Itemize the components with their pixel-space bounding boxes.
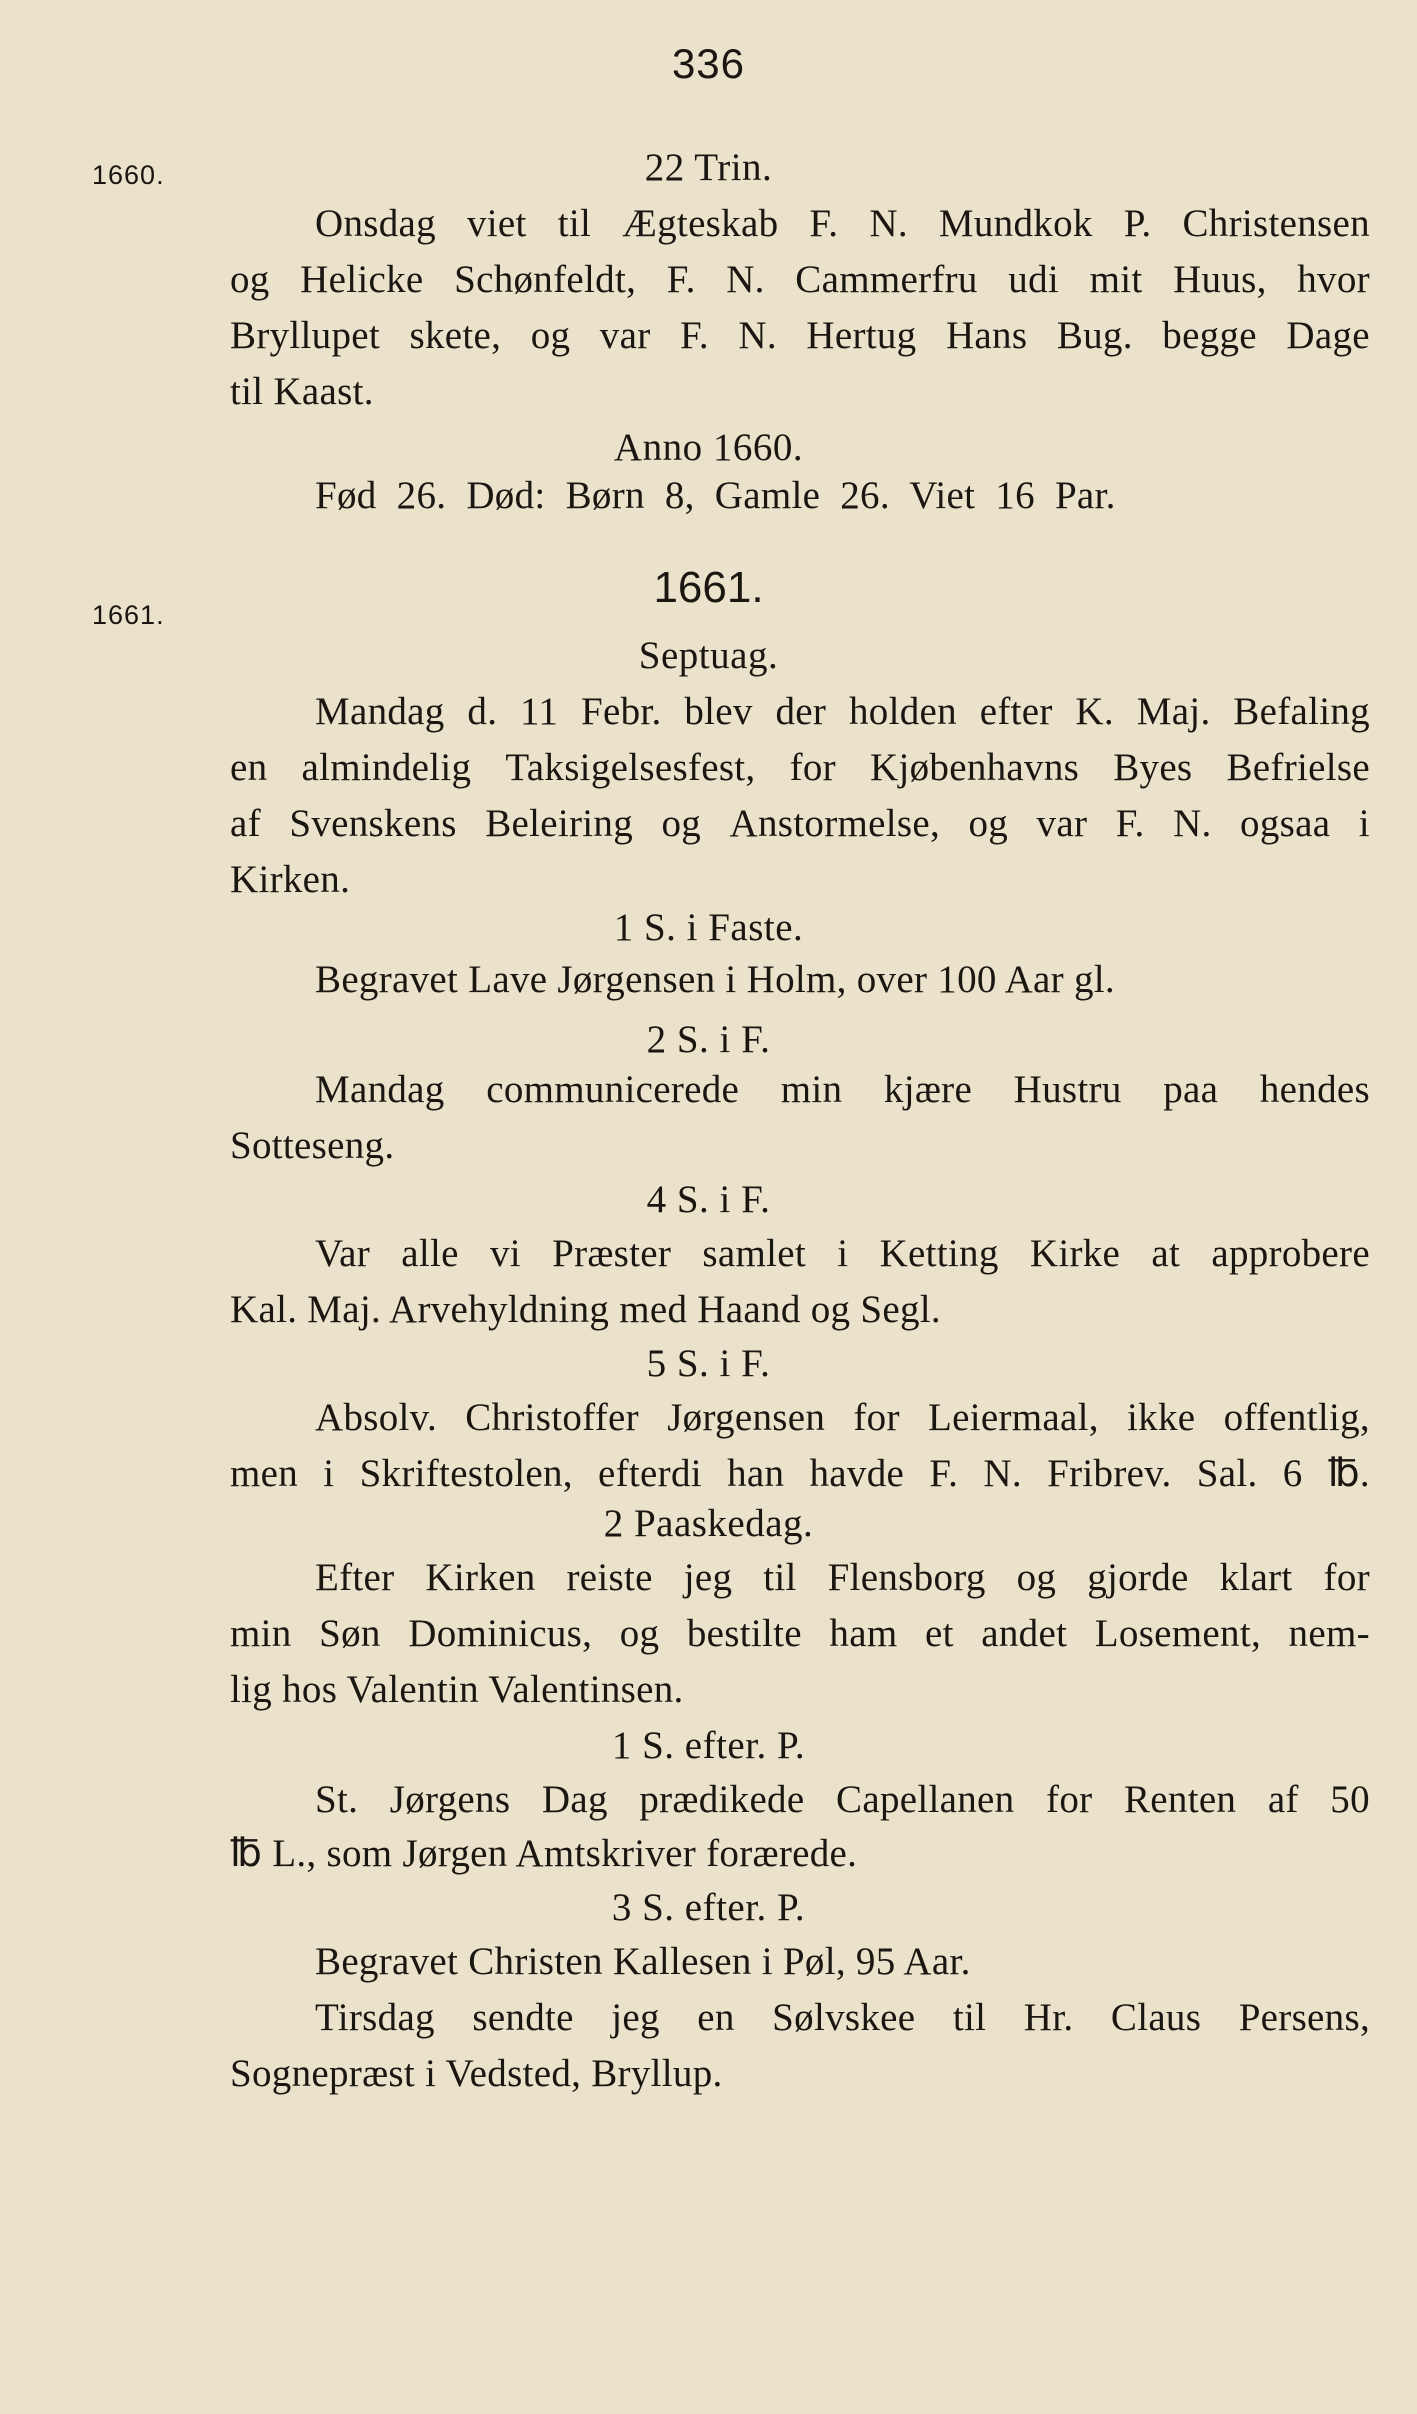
word: Ægteskab (622, 202, 779, 245)
word: efter (979, 690, 1053, 733)
word: og (530, 314, 571, 357)
word: Hr. (1023, 1996, 1074, 2039)
word: Persens, (1238, 1996, 1370, 2039)
word: St. (315, 1778, 359, 1821)
word: K. (1075, 690, 1114, 733)
text-line (315, 1990, 1370, 2046)
text-line (315, 1226, 1370, 1282)
word: men (230, 1452, 299, 1495)
word: Absolv. (315, 1396, 437, 1439)
heading-2-s-i-f: 2 S. i F. (646, 1018, 771, 1061)
text-line: Kal. Maj. Arvehyldning med Haand og Segl. (230, 1288, 941, 1331)
word: i (323, 1452, 335, 1495)
word: var (599, 314, 651, 357)
word: Jørgens (389, 1778, 511, 1821)
word: F. (679, 314, 709, 357)
heading-5-s-i-f: 5 S. i F. (646, 1342, 771, 1385)
word: approbere (1211, 1232, 1370, 1275)
heading-1-s-i-faste: 1 S. i Faste. (613, 906, 804, 949)
text-line (315, 1390, 1370, 1446)
margin-year-1660: 1660. (92, 160, 165, 190)
word: Hans (945, 314, 1028, 357)
word: Capellanen (836, 1778, 1015, 1821)
word: Flensborg (827, 1556, 986, 1599)
heading-2-paaskedag: 2 Paaskedag. (603, 1502, 814, 1545)
word: Befrielse (1226, 746, 1370, 789)
word: Hertug (806, 314, 917, 357)
word: at (1151, 1232, 1181, 1275)
word: Febr. (580, 690, 662, 733)
word: en (230, 746, 268, 789)
word: paa (1163, 1068, 1219, 1111)
heading-4-s-i-f: 4 S. i F. (646, 1178, 771, 1221)
word: Kjøbenhavns (870, 746, 1080, 789)
word: skete, (409, 314, 502, 357)
text-line (230, 252, 1370, 308)
word: nem- (1288, 1612, 1370, 1655)
word: Bryllupet (230, 314, 381, 357)
word: 50 (1330, 1778, 1370, 1821)
text-line: Begravet Lave Jørgensen i Holm, over 100 Aar gl. (315, 958, 1115, 1001)
word: efterdi (598, 1452, 702, 1495)
word: ogsaa (1240, 802, 1331, 845)
text-line (315, 196, 1370, 252)
word: hendes (1259, 1068, 1370, 1111)
word: for (1323, 1556, 1370, 1599)
word: F. (929, 1452, 959, 1495)
word: gjorde (1087, 1556, 1189, 1599)
text-line (315, 684, 1370, 740)
word: og (619, 1612, 660, 1655)
word: bestilte (686, 1612, 802, 1655)
word: min (230, 1612, 292, 1655)
word: N. (869, 202, 908, 245)
word: Anstormelse, (729, 802, 941, 845)
word: mit (1089, 258, 1143, 301)
word: Onsdag (315, 202, 436, 245)
word: offentlig, (1223, 1396, 1370, 1439)
word: jeg (683, 1556, 733, 1599)
text-line (230, 308, 1370, 364)
word: kjære (883, 1068, 973, 1111)
word: Befaling (1233, 690, 1370, 733)
word: af (230, 802, 261, 845)
word: i (1358, 802, 1370, 845)
word: Var (315, 1232, 371, 1275)
heading-anno-1660: Anno 1660. (613, 426, 804, 469)
word: han (727, 1452, 785, 1495)
word: ham (829, 1612, 898, 1655)
word: F. (1115, 802, 1145, 845)
word: og (1016, 1556, 1057, 1599)
word: 6 (1282, 1452, 1303, 1495)
text-line: Kirken. (230, 858, 351, 901)
word: i (837, 1232, 849, 1275)
word: Sølvskee (772, 1996, 916, 2039)
word: Bug. (1056, 314, 1133, 357)
word: Søn (319, 1612, 381, 1655)
page-number: 336 (671, 40, 746, 87)
word: Fribrev. (1047, 1452, 1172, 1495)
word: Taksigelsesfest, (505, 746, 756, 789)
word: communicerede (486, 1068, 740, 1111)
word: begge (1162, 314, 1257, 357)
word: for (789, 746, 836, 789)
word: af (1267, 1778, 1299, 1821)
word: sendte (472, 1996, 574, 2039)
heading-septuag: Septuag. (638, 634, 779, 677)
word: vi (489, 1232, 521, 1275)
word: Cammerfru (795, 258, 978, 301)
word: Losement, (1094, 1612, 1262, 1655)
word: Kirken (425, 1556, 536, 1599)
word: Svenskens (289, 802, 457, 845)
word: holden (848, 690, 957, 733)
word: Efter (315, 1556, 395, 1599)
text-line (315, 1772, 1370, 1828)
word: N. (983, 1452, 1022, 1495)
word: og (230, 258, 270, 301)
heading-3-s-efter-p: 3 S. efter. P. (611, 1886, 806, 1929)
word: Præster (552, 1232, 672, 1275)
word: Leiermaal, (928, 1396, 1099, 1439)
word: Kirke (1029, 1232, 1121, 1275)
text-line (230, 1446, 1370, 1502)
word: Claus (1110, 1996, 1202, 2039)
word: min (780, 1068, 843, 1111)
text-line: Sotteseng. (230, 1124, 395, 1167)
word: en (697, 1996, 735, 2039)
word: Ketting (879, 1232, 999, 1275)
word: jeg (611, 1996, 660, 2039)
word: ℔. (1327, 1452, 1370, 1495)
heading-1-s-efter-p: 1 S. efter. P. (611, 1724, 806, 1767)
word: og (968, 802, 1009, 845)
word: Skriftestolen, (359, 1452, 573, 1495)
text-line (230, 740, 1370, 796)
word: og (661, 802, 702, 845)
word: blev (684, 690, 753, 733)
word: Byes (1113, 746, 1193, 789)
word: almindelig (301, 746, 472, 789)
text-line (230, 796, 1370, 852)
text-line (315, 1062, 1370, 1118)
word: Maj. (1136, 690, 1211, 733)
text-line: Begravet Christen Kallesen i Pøl, 95 Aar. (315, 1940, 971, 1983)
word: andet (981, 1612, 1068, 1655)
word: 11 (520, 690, 559, 733)
text-line: lig hos Valentin Valentinsen. (230, 1668, 684, 1711)
heading-22-trin: 22 Trin. (644, 146, 773, 189)
word: Christensen (1182, 202, 1370, 245)
word: reiste (566, 1556, 653, 1599)
word: havde (809, 1452, 905, 1495)
word: Huus, (1173, 258, 1267, 301)
word: Schønfeldt, (454, 258, 637, 301)
text-line: ℔ L., som Jørgen Amtskriver forærede. (230, 1832, 858, 1875)
word: udi (1008, 258, 1060, 301)
word: N. (726, 258, 765, 301)
word: Hustru (1013, 1068, 1122, 1111)
margin-year-1661: 1661. (92, 600, 165, 630)
word: Dage (1286, 314, 1370, 357)
word: klart (1219, 1556, 1293, 1599)
word: Beleiring (485, 802, 634, 845)
word: Renten (1123, 1778, 1237, 1821)
word: F. (666, 258, 696, 301)
word: Mundkok (938, 202, 1093, 245)
word: for (1046, 1778, 1093, 1821)
word: et (924, 1612, 954, 1655)
word: Sal. (1196, 1452, 1258, 1495)
word: Jørgensen (667, 1396, 826, 1439)
word: Dominicus, (408, 1612, 593, 1655)
word: Dag (541, 1778, 608, 1821)
text-line: Sognepræst i Vedsted, Bryllup. (230, 2052, 723, 2095)
word: Mandag (315, 1068, 445, 1111)
word: N. (1173, 802, 1212, 845)
word: P. (1123, 202, 1152, 245)
word: hvor (1297, 258, 1370, 301)
stats-line: Fød 26. Død: Børn 8, Gamle 26. Viet 16 Par. (315, 474, 1116, 517)
word: der (775, 690, 827, 733)
word: til (952, 1996, 987, 2039)
word: d. (467, 690, 498, 733)
heading-1661: 1661. (653, 563, 764, 612)
word: viet (466, 202, 527, 245)
word: F. (809, 202, 839, 245)
word: var (1036, 802, 1088, 845)
word: samlet (702, 1232, 807, 1275)
word: N. (738, 314, 777, 357)
word: for (853, 1396, 900, 1439)
text-line (315, 1550, 1370, 1606)
word: Tirsdag (315, 1996, 435, 2039)
word: Helicke (300, 258, 424, 301)
word: prædikede (639, 1778, 805, 1821)
word: Mandag (315, 690, 445, 733)
word: til (763, 1556, 797, 1599)
text-line (230, 1606, 1370, 1662)
word: til (557, 202, 592, 245)
word: alle (401, 1232, 459, 1275)
word: ikke (1127, 1396, 1196, 1439)
text-line: til Kaast. (230, 370, 374, 413)
word: Christoffer (465, 1396, 639, 1439)
